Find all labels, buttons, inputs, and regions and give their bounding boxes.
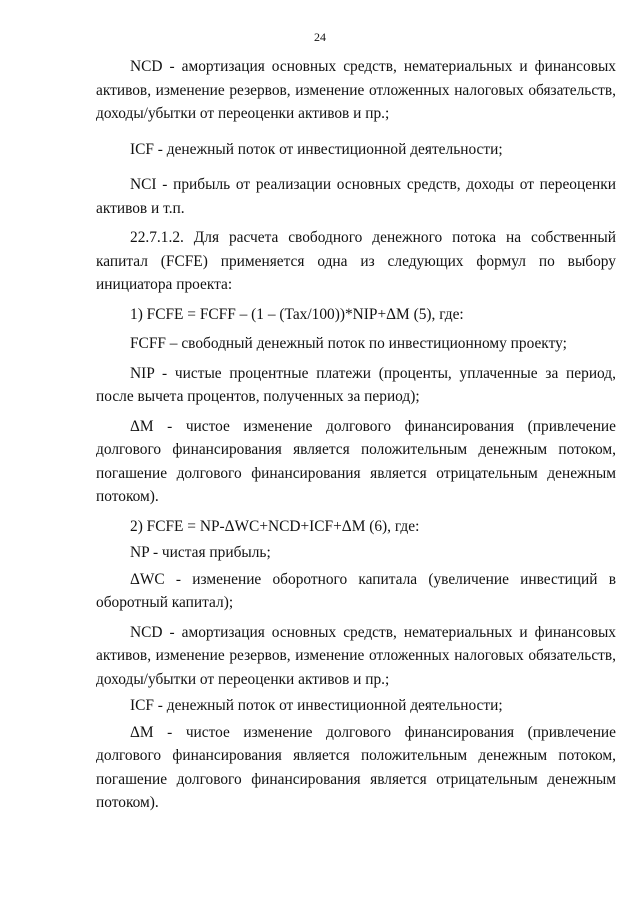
paragraph-delta-m-definition: ΔM - чистое изменение долгового финансирования (привлечение долгового финансирования является положительным денежным потоком, погашение долгового финансирования является отрицательным денежным потоком). (96, 417, 616, 505)
paragraph-icf-definition-2: ICF - денежный поток от инвестиционной деятельности; (130, 697, 503, 714)
document-body (96, 55, 616, 815)
paragraph-icf-definition: ICF - денежный поток от инвестиционной деятельности; (130, 140, 503, 158)
paragraph-delta-wc-definition: ΔWC - изменение оборотного капитала (увеличение инвестиций в оборотный капитал); (96, 570, 616, 611)
paragraph-np-definition: NP - чистая прибыль; (130, 544, 271, 561)
paragraph-ncd-definition: NCD - амортизация основных средств, нематериальных и финансовых активов, изменение резервов, изменение отложенных налоговых обязательств, доходы/убытки от переоценки активов и пр.; (96, 58, 616, 122)
paragraph-delta-m-definition-2: ΔM - чистое изменение долгового финансирования (привлечение долгового финансирования является положительным денежным потоком, погашение долгового финансирования является отрицательным денежным потоком). (96, 723, 616, 811)
formula-fcfe-1: 1) FCFE = FCFF – (1 – (Tax/100))*NIP+ΔM (5), где: (130, 305, 464, 323)
paragraph-fcff-definition: FCFF – свободный денежный поток по инвестиционному проекту; (130, 335, 567, 352)
paragraph-section-22-7-1-2: 22.7.1.2. Для расчета свободного денежного потока на собственный капитал (FCFE) применяется одна из следующих формул по выбору инициатора проекта: (96, 229, 616, 293)
page-number: 24 (314, 30, 326, 44)
paragraph-ncd-definition-2: NCD - амортизация основных средств, нематериальных и финансовых активов, изменение резервов, изменение отложенных налоговых обязательств, доходы/убытки от переоценки активов и пр.; (96, 623, 616, 688)
paragraph-nip-definition: NIP - чистые процентные платежи (проценты, уплаченные за период, после вычета процентов, полученных за период); (96, 364, 616, 405)
paragraph-nci-definition: NCI - прибыль от реализации основных средств, доходы от переоценки активов и т.п. (96, 176, 616, 217)
formula-fcfe-2: 2) FCFE = NP-ΔWC+NCD+ICF+ΔM (6), где: (130, 517, 420, 535)
